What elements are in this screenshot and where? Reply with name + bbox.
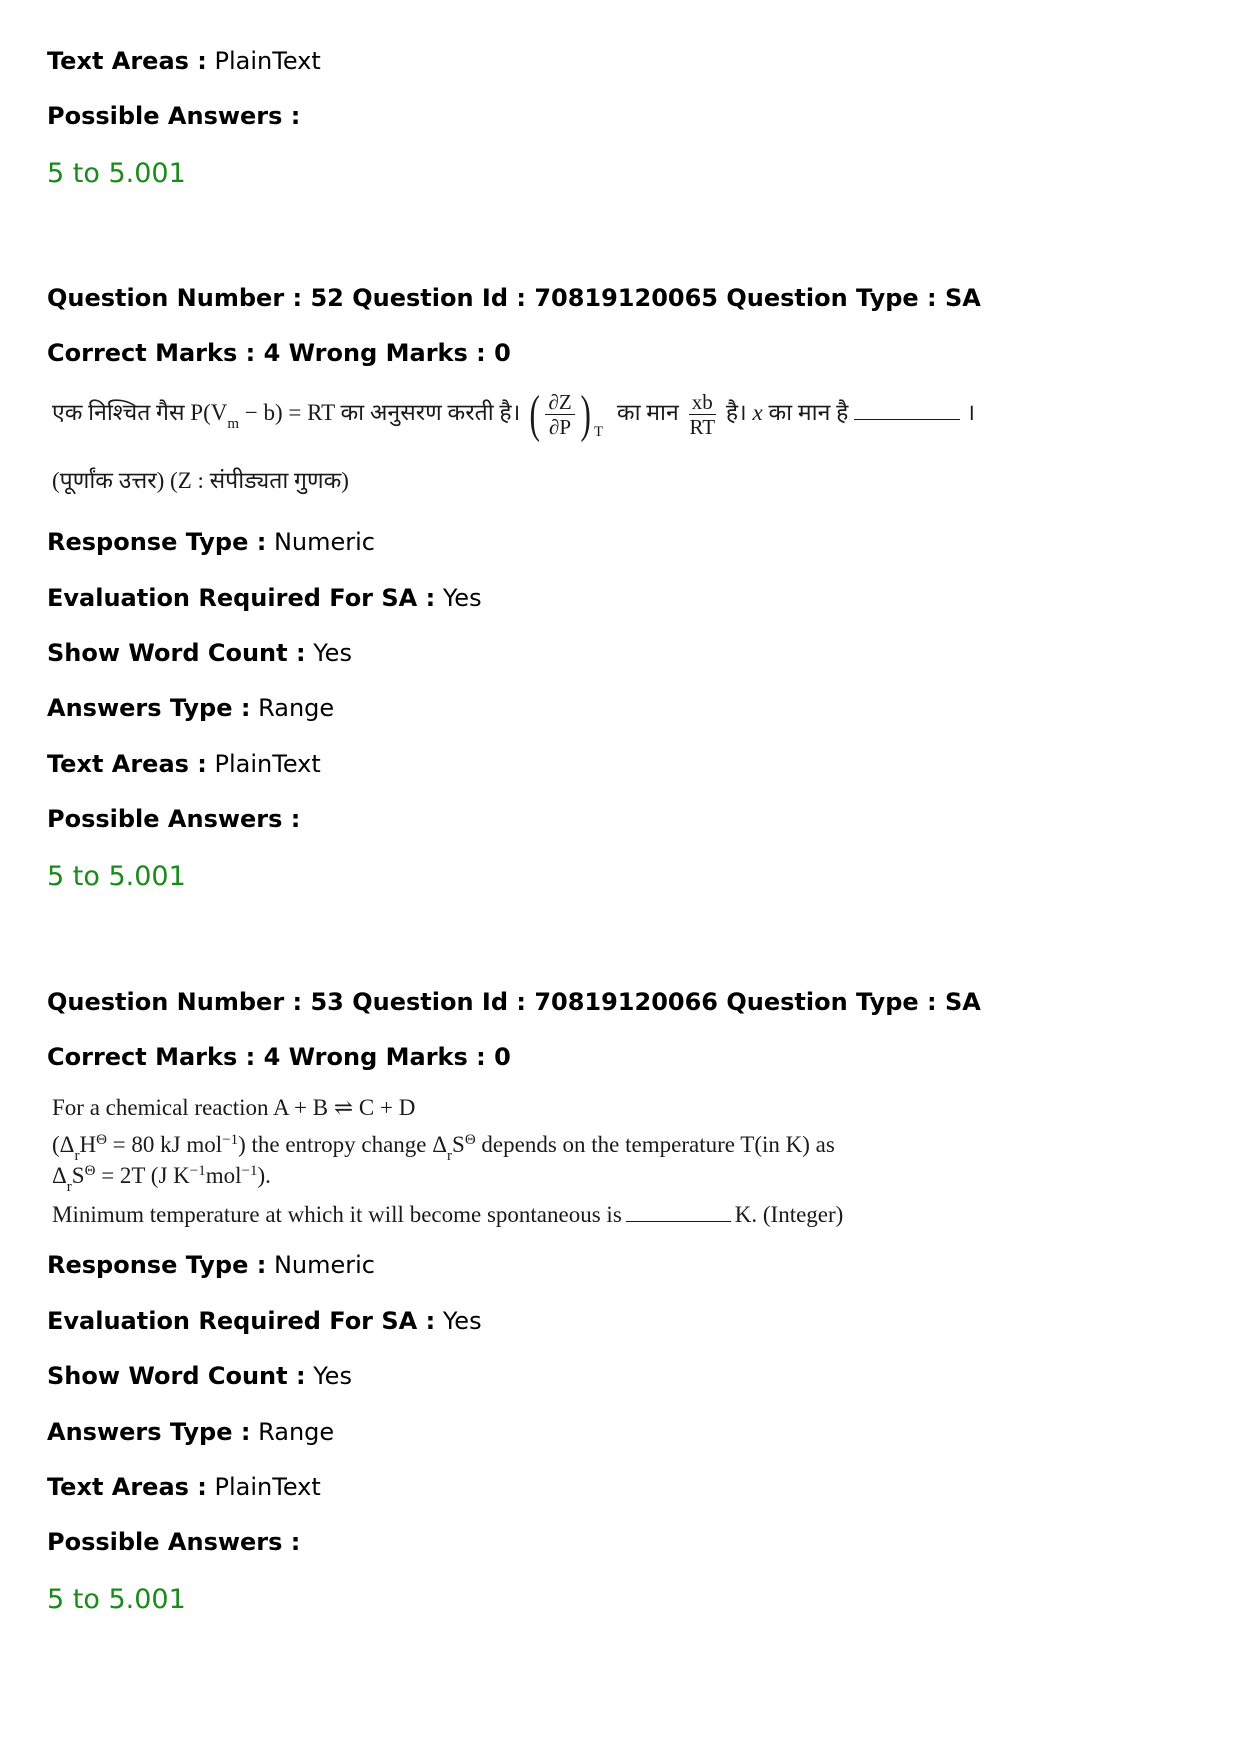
question-stem-line-4: Minimum temperature at which it will become spontaneous is K. (Integer)	[52, 1202, 844, 1227]
evaluation-required-row: Evaluation Required For SA : Yes	[47, 1307, 482, 1335]
answers-type-row: Answers Type : Range	[47, 1418, 335, 1446]
answer-blank	[626, 1203, 731, 1222]
text-areas-row	[47, 46, 321, 76]
question-header: Question Number : 52 Question Id : 70819120065 Question Type : SA	[47, 284, 981, 312]
response-type-row: Response Type : Numeric	[47, 528, 375, 556]
question-stem-line-2: ($\Delta_rH^\Theta = 80$ kJ mol$^{-1}$) the entropy change $\Delta_rS^\Theta$ depends on the temperature T(in K) as	[52, 1132, 835, 1164]
text-areas-row: Text Areas : PlainText	[47, 1473, 321, 1501]
possible-answers-label: Possible Answers :	[47, 805, 301, 833]
question-marks: Correct Marks : 4 Wrong Marks : 0	[47, 1043, 511, 1071]
partial-derivative: $\frac{\partial Z}{\partial P}$	[545, 390, 574, 439]
possible-answer: 5 to 5.001	[47, 861, 186, 892]
evaluation-required-row: Evaluation Required For SA : Yes	[47, 584, 482, 612]
show-word-count-row: Show Word Count : Yes	[47, 1362, 352, 1390]
ratio-fraction: $\frac{xb}{RT}$	[689, 390, 716, 440]
question-stem-line-3: $\Delta_rS^\Theta = 2T$ (J $K^{-1}mol^{-1}$).	[52, 1163, 271, 1195]
answers-type-row: Answers Type : Range	[47, 694, 335, 722]
show-word-count-row: Show Word Count : Yes	[47, 639, 352, 667]
right-paren-icon: )	[580, 385, 591, 443]
possible-answers-label: Possible Answers :	[47, 1528, 301, 1556]
question-marks: Correct Marks : 4 Wrong Marks : 0	[47, 339, 511, 367]
question-stem-line-1: एक निश्चित गैस $P(V_m - b)$ = RT का अनुसरण करती है। ( $\frac{\partial Z}{\partial P}$ ) $_T$ का मान $\frac{xb}{RT}$ है। x का मान है ।	[52, 385, 976, 443]
left-paren-icon: (	[529, 385, 540, 443]
question-stem-line-1: For a chemical reaction A + B ⇌ C + D	[52, 1095, 416, 1120]
possible-answer: 5 to 5.001	[47, 158, 186, 189]
question-stem-line-2: (पूर्णांक उत्तर) (Z : संपीड्यता गुणक)	[52, 468, 349, 493]
response-type-row: Response Type : Numeric	[47, 1251, 375, 1279]
text-areas-row: Text Areas : PlainText	[47, 750, 321, 778]
possible-answers-label: Possible Answers :	[47, 102, 301, 130]
possible-answer: 5 to 5.001	[47, 1584, 186, 1615]
answer-blank	[854, 401, 960, 420]
text-areas-value: PlainText	[214, 47, 321, 75]
text-areas-label: Text Areas :	[47, 47, 207, 75]
question-header: Question Number : 53 Question Id : 70819120066 Question Type : SA	[47, 988, 981, 1016]
